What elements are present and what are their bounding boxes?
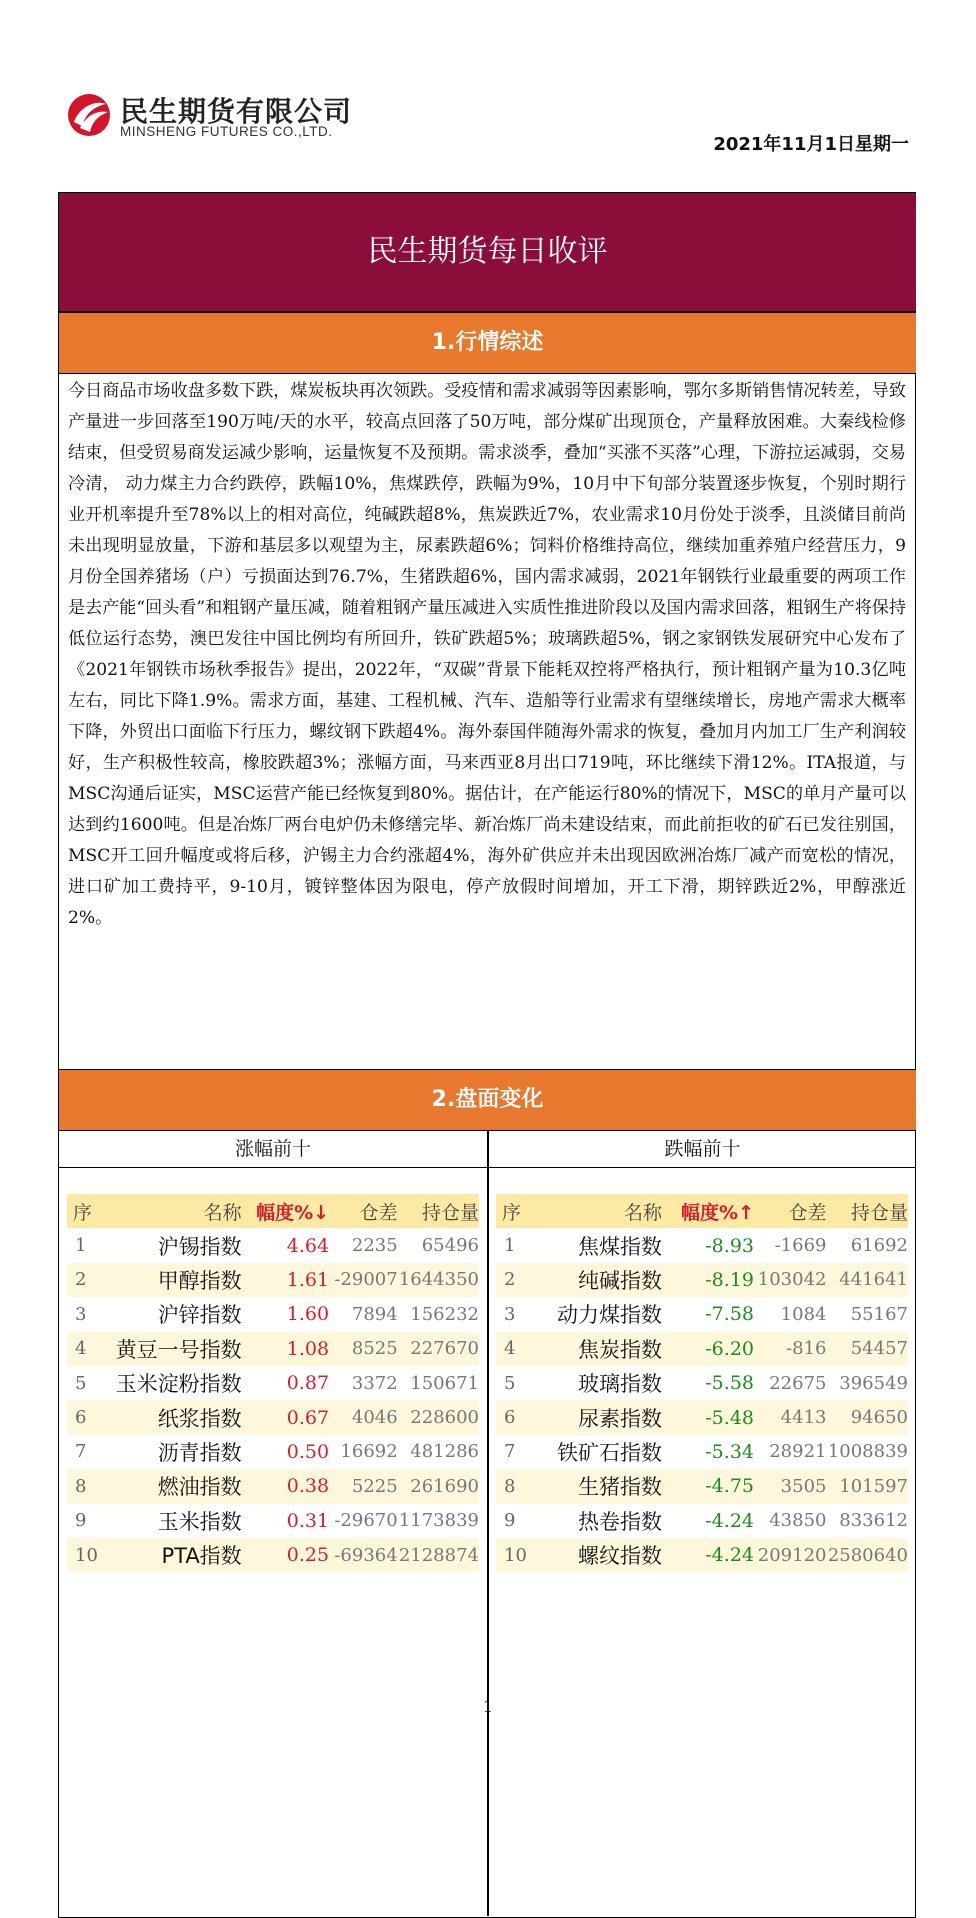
position-diff: 43850 xyxy=(769,1510,827,1532)
row-index: 1 xyxy=(504,1235,516,1257)
position-diff: 28921 xyxy=(769,1441,827,1463)
row-index: 8 xyxy=(496,1469,531,1503)
row-index: 4 xyxy=(67,1332,101,1366)
contract-name: 玉米指数 xyxy=(157,1509,242,1534)
col-oi: 持仓量 xyxy=(398,1194,479,1228)
position-diff: -29007 xyxy=(329,1263,398,1297)
position-diff: 5225 xyxy=(329,1469,398,1503)
row-index: 4 xyxy=(496,1332,531,1366)
open-interest: 227670 xyxy=(398,1332,479,1366)
open-interest: 2580640 xyxy=(826,1538,908,1572)
market-summary-text: 今日商品市场收盘多数下跌，煤炭板块再次领跌。受疫情和需求减弱等因素影响，鄂尔多斯销售情况转差，导致产量进一步回落至190万吨/天的水平，较高点回落了50万吨，部分煤矿出现顶仓，产量释放困难。大秦线检修结束，但受贸易商发运减少影响，运量恢复不及预期。需求淡季，叠加“买涨不买落”心理，下游拉运减弱，交易冷清， 动力煤主力合约跌停，跌幅10%，焦煤跌停，跌幅为9%，10月中下旬部分装置逐步恢复，个别时期行业开机率提升至78%以上的相对高位，纯碱跌超8%，焦炭跌近7%，农业需求10月份处于淡季，且淡储目前尚未出现明显放量，下游和基层多以观望为主，尿素跌超6%；饲料价格维持高位，继续加重养殖户经营压力，9月份全国养猪场（户）亏损面达到76.7%，生猪跌超6%，国内需求减弱，2021年钢铁行业最重要的两项工作是去产能“回头看”和粗钢产量压减，随着粗钢产量压减进入实质性推进阶段以及国内需求回落，粗钢生产将保持低位运行态势，澳巴发往中国比例均有所回升，铁矿跌超5%；玻璃跌超5%，钢之家钢铁发展研究中心发布了《2021年钢铁市场秋季报告》提出，2022年，“双碳”背景下能耗双控将严格执行，预计粗钢产量为10.3亿吨左右，同比下降1.9%。需求方面，基建、工程机械、汽车、造船等行业需求有望继续增长，房地产需求大概率下降，外贸出口面临下行压力，螺纹钢下跌超4%。海外泰国伴随海外需求的恢复，叠加月内加工厂生产利润较好，生产积极性较高，橡胶跌超3%；涨幅方面，马来西亚8月出口719吨，环比继续下滑12%。ITA报道，与MSC沟通后证实，MSC运营产能已经恢复到80%。据估计，在产能运行80%的情况下，MSC的单月产量可以达到约1600吨。但是冶炼厂两台电炉仍未修缮完毕、新冶炼厂尚未建设结束，而此前拒收的矿石已发往别国，MSC开工回升幅度或将后移，沪锡主力合约涨超4%，海外矿供应并未出现因欧洲冶炼厂减产而宽松的情况，进口矿加工费持平，9-10月，镀锌整体因为限电，停产放假时间增加，开工下滑，期锌跌近2%，甲醇涨近2%。 xyxy=(68,381,906,928)
table-row xyxy=(67,1332,479,1366)
table-row xyxy=(496,1366,908,1400)
open-interest: 1644350 xyxy=(398,1263,479,1297)
company-logo xyxy=(62,88,362,148)
open-interest: 150671 xyxy=(410,1372,479,1394)
open-interest: 55167 xyxy=(850,1303,908,1325)
row-index: 6 xyxy=(496,1400,531,1434)
page-number: 1 xyxy=(482,1697,494,1716)
row-index: 5 xyxy=(504,1372,516,1394)
change-pct: 0.38 xyxy=(246,1469,329,1503)
contract-name: 纯碱指数 xyxy=(531,1263,666,1297)
company-name-cn: 民生期货有限公司 xyxy=(120,95,353,128)
contract-name: 铁矿石指数 xyxy=(557,1440,662,1465)
contract-name: 焦炭指数 xyxy=(531,1332,666,1366)
open-interest: 1008839 xyxy=(827,1441,908,1463)
contract-name: 沪锡指数 xyxy=(157,1234,242,1259)
position-diff: 3372 xyxy=(351,1372,398,1394)
change-pct: 1.08 xyxy=(246,1332,329,1366)
position-diff: 2235 xyxy=(351,1235,398,1257)
change-pct: -4.24 xyxy=(705,1509,754,1532)
table-row xyxy=(67,1297,479,1331)
table-row xyxy=(496,1469,908,1503)
open-interest: 156232 xyxy=(410,1303,479,1325)
contract-name: 沥青指数 xyxy=(157,1440,242,1465)
change-pct: -8.19 xyxy=(666,1263,754,1297)
open-interest: 228600 xyxy=(398,1400,479,1434)
contract-name: 黄豆一号指数 xyxy=(101,1332,246,1366)
change-pct: -8.93 xyxy=(705,1234,754,1257)
position-diff: 22675 xyxy=(769,1372,827,1394)
open-interest: 833612 xyxy=(839,1510,908,1532)
table-row xyxy=(67,1228,479,1262)
report-date: 2021年11月1日星期一 xyxy=(713,134,909,155)
contract-name: 螺纹指数 xyxy=(531,1538,666,1572)
change-pct: 0.50 xyxy=(286,1440,330,1463)
contract-name: 焦煤指数 xyxy=(578,1234,662,1259)
change-pct: -6.20 xyxy=(666,1332,754,1366)
col-pct[interactable]: 幅度%↑ xyxy=(666,1194,754,1228)
row-index: 5 xyxy=(75,1372,87,1394)
table-row xyxy=(67,1435,479,1469)
open-interest: 94650 xyxy=(826,1400,908,1434)
minsheng-logo-icon xyxy=(66,92,112,138)
contract-name: 玉米淀粉指数 xyxy=(115,1372,242,1397)
col-diff: 仓差 xyxy=(754,1194,826,1228)
open-interest: 261690 xyxy=(398,1469,479,1503)
table-row xyxy=(496,1400,908,1434)
position-diff: -29670 xyxy=(334,1510,398,1532)
open-interest: 61692 xyxy=(850,1235,908,1257)
table-row xyxy=(67,1504,479,1538)
col-name: 名称 xyxy=(531,1194,666,1228)
contract-name: 纸浆指数 xyxy=(101,1400,246,1434)
open-interest: 101597 xyxy=(826,1469,908,1503)
row-index: 10 xyxy=(496,1538,531,1572)
contract-name: 沪锌指数 xyxy=(157,1303,242,1328)
change-pct: -5.48 xyxy=(666,1400,754,1434)
col-diff: 仓差 xyxy=(329,1194,398,1228)
company-name-en: MINSHENG FUTURES CO.,LTD. xyxy=(120,124,333,139)
change-pct: 0.87 xyxy=(286,1372,330,1395)
change-pct: -4.24 xyxy=(666,1538,754,1572)
open-interest: 1173839 xyxy=(398,1510,479,1532)
position-diff: 4413 xyxy=(754,1400,826,1434)
position-diff: -69364 xyxy=(329,1538,398,1572)
change-pct: -4.75 xyxy=(666,1469,754,1503)
position-diff: 1084 xyxy=(780,1303,827,1325)
open-interest: 396549 xyxy=(839,1372,908,1394)
position-diff: -816 xyxy=(754,1332,826,1366)
table-row xyxy=(496,1228,908,1262)
table-row xyxy=(67,1366,479,1400)
contract-name: 燃油指数 xyxy=(101,1469,246,1503)
table-row xyxy=(67,1400,479,1434)
col-oi: 持仓量 xyxy=(826,1194,908,1228)
change-pct: 0.67 xyxy=(246,1400,329,1434)
gainers-table xyxy=(67,1194,479,1572)
open-interest: 54457 xyxy=(826,1332,908,1366)
contract-name: PTA指数 xyxy=(101,1538,246,1572)
table-divider xyxy=(487,1130,489,1916)
losers-title: 跌幅前十 xyxy=(664,1138,741,1160)
position-diff: 16692 xyxy=(340,1441,398,1463)
col-pct[interactable]: 幅度%↓ xyxy=(246,1194,329,1228)
contract-name: 热卷指数 xyxy=(578,1509,662,1534)
section-1-title: 1.行情综述 xyxy=(59,312,916,374)
open-interest: 2128874 xyxy=(398,1538,479,1572)
table-row xyxy=(67,1469,479,1503)
table-row xyxy=(496,1297,908,1331)
table-header-divider xyxy=(59,1167,916,1168)
losers-table xyxy=(496,1194,908,1572)
table-row xyxy=(496,1504,908,1538)
row-index: 2 xyxy=(67,1263,101,1297)
change-pct: -7.58 xyxy=(705,1303,754,1326)
change-pct: 0.25 xyxy=(246,1538,329,1572)
row-index: 3 xyxy=(504,1303,516,1325)
table-row xyxy=(496,1435,908,1469)
contract-name: 尿素指数 xyxy=(531,1400,666,1434)
position-diff: 103042 xyxy=(754,1263,826,1297)
gainers-title: 涨幅前十 xyxy=(234,1138,311,1160)
change-pct: -5.34 xyxy=(705,1440,754,1463)
position-diff: -1669 xyxy=(774,1235,827,1257)
table-row xyxy=(67,1263,479,1297)
change-pct: -5.58 xyxy=(705,1372,754,1395)
section-2-title: 2.盘面变化 xyxy=(59,1069,916,1131)
row-index: 6 xyxy=(67,1400,101,1434)
open-interest: 65496 xyxy=(421,1235,479,1257)
open-interest: 481286 xyxy=(410,1441,479,1463)
row-index: 9 xyxy=(75,1510,87,1532)
position-diff: 3505 xyxy=(754,1469,826,1503)
position-diff: 7894 xyxy=(351,1303,398,1325)
table-row xyxy=(496,1538,908,1572)
change-pct: 1.61 xyxy=(246,1263,329,1297)
contract-name: 玻璃指数 xyxy=(578,1372,662,1397)
position-diff: 4046 xyxy=(329,1400,398,1434)
row-index: 2 xyxy=(496,1263,531,1297)
change-pct: 0.31 xyxy=(286,1509,330,1532)
col-idx: 序 xyxy=(496,1194,531,1228)
contract-name: 甲醇指数 xyxy=(101,1263,246,1297)
row-index: 10 xyxy=(67,1538,101,1572)
row-index: 7 xyxy=(75,1441,87,1463)
row-index: 3 xyxy=(75,1303,87,1325)
row-index: 1 xyxy=(75,1235,87,1257)
open-interest: 441641 xyxy=(826,1263,908,1297)
table-row xyxy=(67,1538,479,1572)
report-title: 民生期货每日收评 xyxy=(59,193,916,312)
row-index: 9 xyxy=(504,1510,516,1532)
table-row xyxy=(496,1332,908,1366)
row-index: 7 xyxy=(504,1441,516,1463)
contract-name: 动力煤指数 xyxy=(557,1303,662,1328)
change-pct: 1.60 xyxy=(286,1303,330,1326)
row-index: 8 xyxy=(67,1469,101,1503)
position-diff: 8525 xyxy=(329,1332,398,1366)
table-row xyxy=(496,1263,908,1297)
col-idx: 序 xyxy=(67,1194,101,1228)
change-pct: 4.64 xyxy=(286,1234,330,1257)
col-name: 名称 xyxy=(101,1194,246,1228)
contract-name: 生猪指数 xyxy=(531,1469,666,1503)
position-diff: 209120 xyxy=(754,1538,826,1572)
